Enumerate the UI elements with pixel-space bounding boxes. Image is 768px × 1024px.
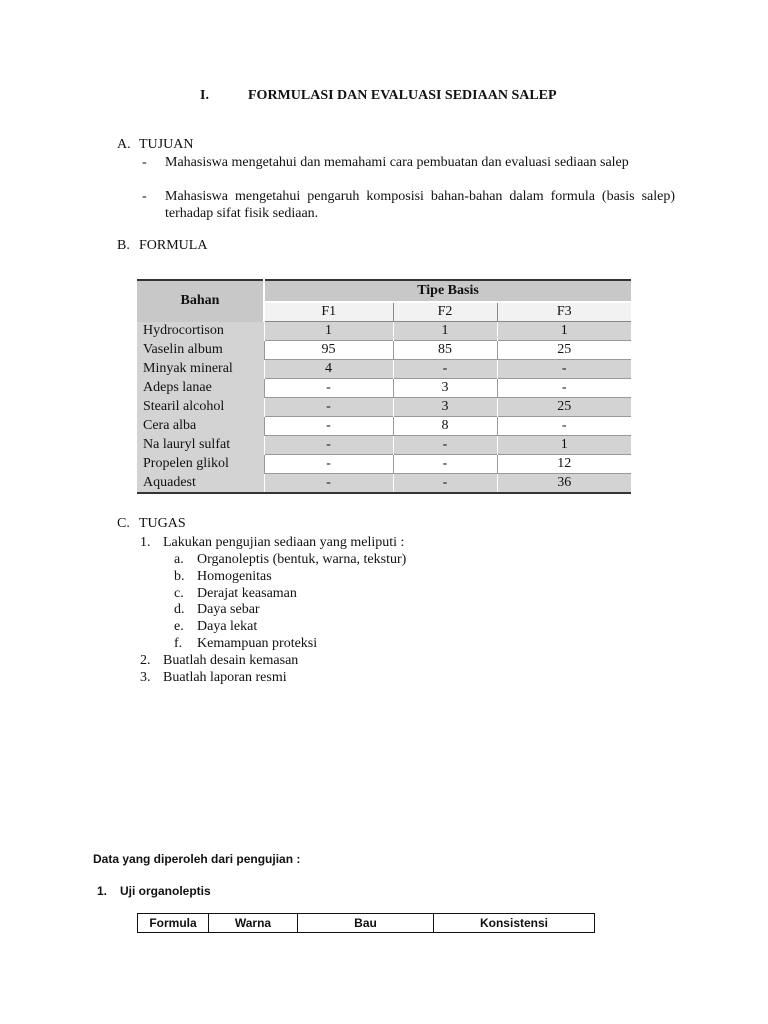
item-text: Lakukan pengujian sediaan yang meliputi : <box>163 535 405 550</box>
subitem-text: Organoleptis (bentuk, warna, tekstur) <box>197 552 407 567</box>
tugas-subitem <box>174 635 317 652</box>
tugas-item <box>140 652 298 669</box>
section-heading: TUGAS <box>139 516 186 531</box>
table-row <box>137 341 631 360</box>
title-text: FORMULASI DAN EVALUASI SEDIAAN SALEP <box>248 88 557 103</box>
uji-heading <box>97 884 211 898</box>
bahan-cell: Propelen glikol <box>137 455 264 474</box>
table-row <box>137 455 631 474</box>
section-formula-heading <box>117 238 207 254</box>
section-letter: C. <box>117 516 130 531</box>
header-tipe-basis: Tipe Basis <box>264 280 631 302</box>
item-number: 3. <box>140 670 151 685</box>
value-cell: 1 <box>264 322 393 341</box>
title-number: I. <box>200 88 209 103</box>
value-cell: 8 <box>393 417 497 436</box>
item-number: 1. <box>140 535 151 550</box>
value-cell: 3 <box>393 379 497 398</box>
uji-text: Uji organoleptis <box>120 884 211 898</box>
subitem-letter: c. <box>174 586 184 601</box>
bahan-cell: Vaselin album <box>137 341 264 360</box>
value-cell: - <box>264 398 393 417</box>
subitem-letter: a. <box>174 552 184 567</box>
section-letter: A. <box>117 137 131 152</box>
table-row <box>137 379 631 398</box>
subitem-text: Homogenitas <box>197 569 272 584</box>
formula-table <box>137 279 631 494</box>
header-bau: Bau <box>298 914 434 933</box>
value-cell: - <box>497 417 631 436</box>
value-cell: 25 <box>497 398 631 417</box>
value-cell: 1 <box>497 322 631 341</box>
value-cell: 12 <box>497 455 631 474</box>
bahan-cell: Na lauryl sulfat <box>137 436 264 455</box>
value-cell: - <box>264 417 393 436</box>
subitem-text: Daya sebar <box>197 602 260 617</box>
tujuan-item <box>142 154 675 171</box>
table-row <box>137 436 631 455</box>
subitem-text: Derajat keasaman <box>197 586 297 601</box>
section-letter: B. <box>117 238 130 253</box>
bahan-cell: Stearil alcohol <box>137 398 264 417</box>
bullet-dash: - <box>142 155 147 170</box>
tugas-item <box>140 669 287 686</box>
bullet-dash: - <box>142 189 147 204</box>
value-cell: 85 <box>393 341 497 360</box>
value-cell: 1 <box>497 436 631 455</box>
header-konsistensi: Konsistensi <box>434 914 595 933</box>
section-heading: TUJUAN <box>139 137 194 152</box>
bahan-cell: Adeps lanae <box>137 379 264 398</box>
table-row <box>137 398 631 417</box>
subitem-letter: e. <box>174 619 184 634</box>
bahan-cell: Minyak mineral <box>137 360 264 379</box>
uji-number: 1. <box>97 884 108 898</box>
organoleptis-table <box>137 913 595 933</box>
table-row <box>137 474 631 494</box>
table-row <box>137 417 631 436</box>
value-cell: 3 <box>393 398 497 417</box>
tugas-subitem <box>174 601 260 618</box>
bahan-cell: Cera alba <box>137 417 264 436</box>
tujuan-item-text: Mahasiswa mengetahui pengaruh komposisi bahan-bahan dalam formula (basis salep) terhadap sifat fisik sediaan. <box>165 189 675 221</box>
section-tujuan-heading <box>117 137 193 153</box>
value-cell: - <box>497 379 631 398</box>
value-cell: - <box>264 474 393 494</box>
subitem-letter: d. <box>174 602 185 617</box>
value-cell: 4 <box>264 360 393 379</box>
value-cell: 95 <box>264 341 393 360</box>
bahan-cell: Hydrocortison <box>137 322 264 341</box>
table-row <box>137 360 631 379</box>
value-cell: - <box>393 360 497 379</box>
header-f2: F2 <box>393 302 497 322</box>
bahan-cell: Aquadest <box>137 474 264 494</box>
tugas-subitem <box>174 551 406 568</box>
value-cell: - <box>497 360 631 379</box>
value-cell: - <box>393 436 497 455</box>
tugas-subitem <box>174 618 257 635</box>
header-formula: Formula <box>138 914 209 933</box>
header-f3: F3 <box>497 302 631 322</box>
subitem-text: Daya lekat <box>197 619 258 634</box>
table-row <box>137 322 631 341</box>
header-f1: F1 <box>264 302 393 322</box>
header-bahan: Bahan <box>137 280 264 322</box>
tugas-subitem <box>174 585 297 602</box>
value-cell: - <box>393 455 497 474</box>
subitem-letter: b. <box>174 569 185 584</box>
item-text: Buatlah laporan resmi <box>163 670 287 685</box>
tujuan-item <box>142 188 675 222</box>
item-number: 2. <box>140 653 151 668</box>
item-text: Buatlah desain kemasan <box>163 653 299 668</box>
value-cell: - <box>264 436 393 455</box>
data-section-label: Data yang diperoleh dari pengujian : <box>93 852 301 866</box>
value-cell: 36 <box>497 474 631 494</box>
value-cell: 25 <box>497 341 631 360</box>
subitem-letter: f. <box>174 636 183 651</box>
header-warna: Warna <box>209 914 298 933</box>
subitem-text: Kemampuan proteksi <box>197 636 318 651</box>
value-cell: - <box>393 474 497 494</box>
tugas-subitem <box>174 568 272 585</box>
value-cell: 1 <box>393 322 497 341</box>
tujuan-item-text: Mahasiswa mengetahui dan memahami cara pembuatan dan evaluasi sediaan salep <box>165 155 629 170</box>
value-cell: - <box>264 455 393 474</box>
tugas-item <box>140 534 404 551</box>
section-tugas-heading <box>117 516 186 532</box>
section-heading: FORMULA <box>139 238 208 253</box>
value-cell: - <box>264 379 393 398</box>
